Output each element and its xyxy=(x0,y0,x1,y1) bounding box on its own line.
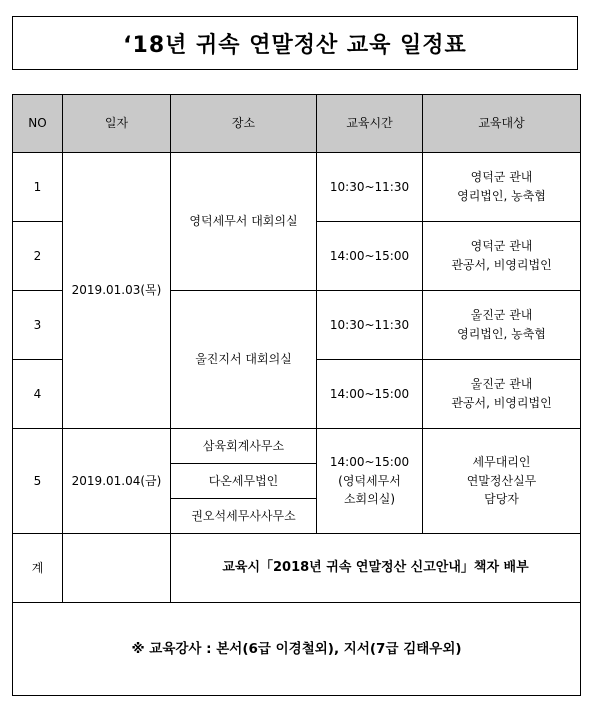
place-cell: 권오석세무사사무소 xyxy=(171,499,317,534)
target-line: 영리법인, 농축협 xyxy=(457,189,546,203)
target-cell xyxy=(423,291,581,360)
target-line: 담당자 xyxy=(484,492,519,507)
target-line: 연말정산실무 xyxy=(466,473,537,488)
target-line: 관공서, 비영리법인 xyxy=(451,258,552,272)
row-number: 3 xyxy=(13,291,63,360)
time-cell: 10:30~11:30 xyxy=(317,291,423,360)
target-line: 영덕군 관내 xyxy=(470,170,533,185)
place-cell: 다온세무법인 xyxy=(171,464,317,499)
total-row xyxy=(13,534,581,603)
total-label: 계 xyxy=(13,534,63,603)
time-line: (영덕세무서 xyxy=(338,473,401,488)
header-time: 교육시간 xyxy=(317,95,423,153)
date-cell: 2019.01.04(금) xyxy=(63,429,171,534)
target-cell xyxy=(423,153,581,222)
time-cell: 10:30~11:30 xyxy=(317,153,423,222)
instructor-note: ※ 교육강사 : 본서(6급 이경철외), 지서(7급 김태우외) xyxy=(13,603,581,696)
header-place: 장소 xyxy=(171,95,317,153)
target-line: 영덕군 관내 xyxy=(470,239,533,254)
target-cell xyxy=(423,360,581,429)
header-target: 교육대상 xyxy=(423,95,581,153)
row-number: 5 xyxy=(13,429,63,534)
row-number: 4 xyxy=(13,360,63,429)
target-line: 울진군 관내 xyxy=(470,308,533,323)
target-line: 울진군 관내 xyxy=(470,377,533,392)
time-line: 소회의실) xyxy=(343,492,396,507)
target-line: 관공서, 비영리법인 xyxy=(451,396,552,410)
document-title xyxy=(12,16,578,70)
row-number: 2 xyxy=(13,222,63,291)
time-cell: 14:00~15:00 xyxy=(317,222,423,291)
empty-cell xyxy=(63,534,171,603)
time-cell xyxy=(317,429,423,534)
place-cell: 삼육회계사무소 xyxy=(171,429,317,464)
header-no: NO xyxy=(13,95,63,153)
date-cell: 2019.01.03(목) xyxy=(63,153,171,429)
footer-row xyxy=(13,603,581,696)
table-row xyxy=(13,153,581,222)
target-cell xyxy=(423,222,581,291)
time-cell: 14:00~15:00 xyxy=(317,360,423,429)
target-line: 영리법인, 농축협 xyxy=(457,327,546,341)
target-line: 세무대리인 xyxy=(472,455,531,470)
schedule-table xyxy=(12,94,581,696)
place-cell: 영덕세무서 대회의실 xyxy=(171,153,317,291)
header-date: 일자 xyxy=(63,95,171,153)
time-line: 14:00~15:00 xyxy=(329,455,410,470)
header-row xyxy=(13,95,581,153)
target-cell xyxy=(423,429,581,534)
table-row xyxy=(13,429,581,464)
title-text: ‘18년 귀속 연말정산 교육 일정표 xyxy=(123,32,467,58)
row-number: 1 xyxy=(13,153,63,222)
place-cell: 울진지서 대회의실 xyxy=(171,291,317,429)
total-note: 교육시「2018년 귀속 연말정산 신고안내」책자 배부 xyxy=(171,534,581,603)
